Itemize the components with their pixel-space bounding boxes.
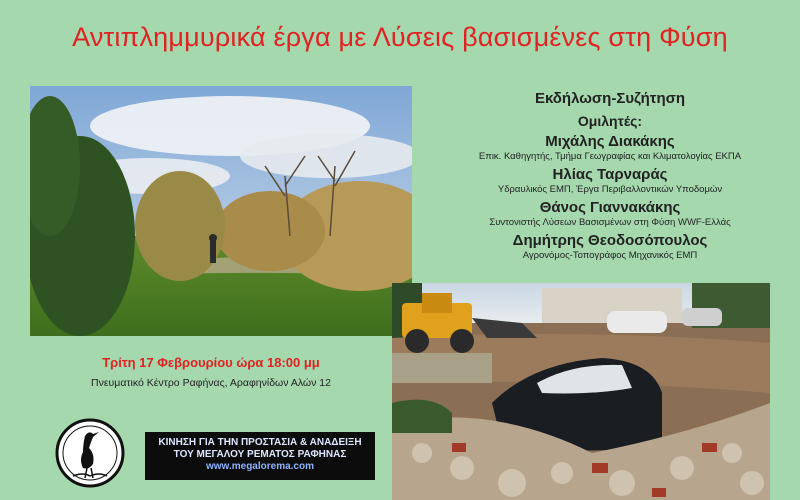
event-date: Τρίτη 17 Φεβρουρίου ώρα 18:00 μμ (102, 355, 320, 370)
organization-name-line2: ΤΟΥ ΜΕΓΑΛΟΥ ΡΕΜΑΤΟΣ ΡΑΦΗΝΑΣ (173, 449, 347, 460)
organization-logo (55, 418, 125, 488)
event-venue: Πνευματικό Κέντρο Ραφήνας, Αραφηνίδων Αλών 12 (91, 377, 331, 389)
speaker-name: Θάνος Γιαννακάκης (539, 199, 681, 216)
speaker-role: Επικ. Καθηγητής, Τμήμα Γεωγραφίας και Κλιματολογίας ΕΚΠΑ (478, 151, 742, 162)
flood-photo (392, 283, 770, 500)
stream-photo (30, 86, 412, 336)
organization-url[interactable]: www.megalorema.com (206, 461, 314, 472)
event-heading: Εκδήλωση-Συζήτηση (534, 90, 686, 107)
speaker-name: Δημήτρης Θεοδοσόπουλος (512, 232, 708, 249)
speakers-label: Ομιλητές: (577, 113, 643, 129)
speaker-name: Μιχάλης Διακάκης (545, 133, 675, 150)
speaker-role: Αγρονόμος-Τοπογράφος Μηχανικός ΕΜΠ (522, 250, 698, 261)
organization-banner (145, 432, 375, 480)
organization-name-line1: ΚΙΝΗΣΗ ΓΙΑ ΤΗΝ ΠΡΟΣΤΑΣΙΑ & ΑΝΑΔΕΙΞΗ (158, 437, 362, 448)
speaker-role: Υδραυλικός ΕΜΠ, Έργα Περιβαλλοντικών Υποδομών (497, 184, 723, 195)
event-details (420, 90, 800, 261)
speaker-role: Συντονιστής Λύσεων Βασισμένων στη Φύση WWF-Ελλάς (489, 217, 731, 228)
poster-title: Αντιπλημμυρικά έργα με Λύσεις βασισμένες στη Φύση (72, 22, 728, 52)
speaker-name: Ηλίας Ταρναράς (552, 166, 668, 183)
